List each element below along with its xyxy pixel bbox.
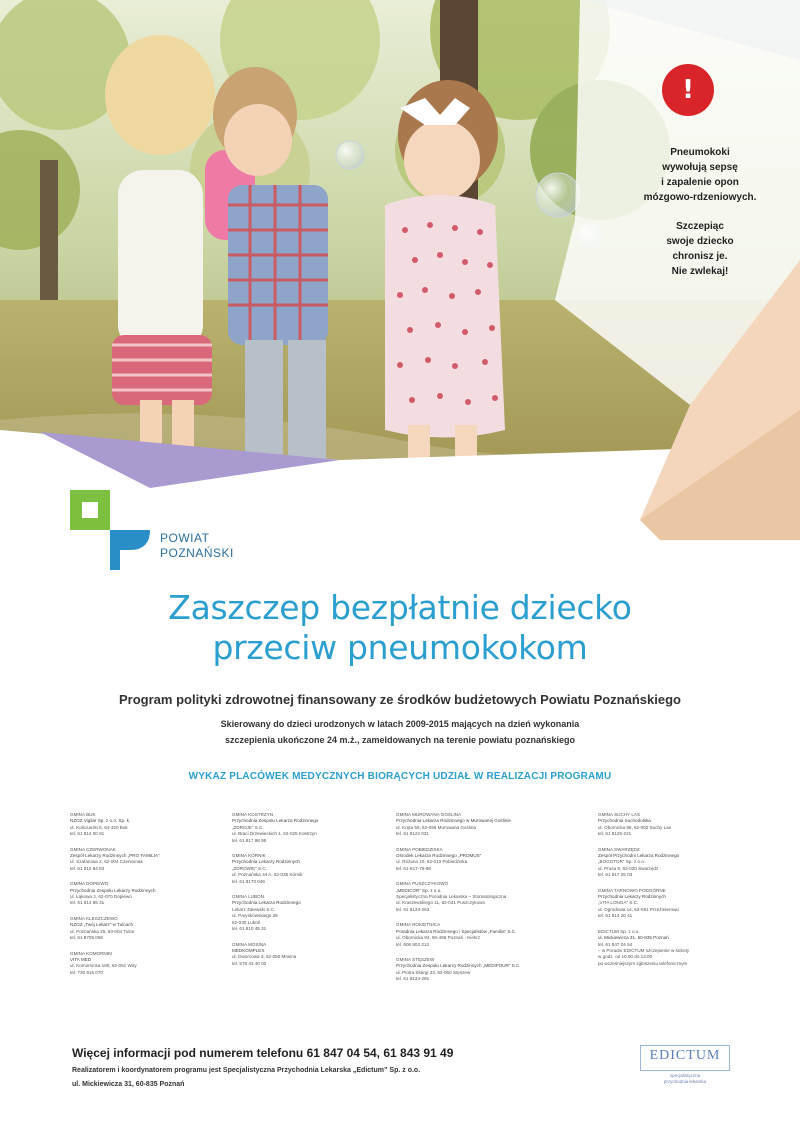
logo-line: POWIAT bbox=[160, 531, 210, 545]
facility-addr2: „BOGOTOR” Sp. z o.o. bbox=[598, 859, 646, 865]
facility-tel: tel. 61 8134-281 bbox=[396, 976, 430, 982]
facility-gmina: GMINA BUK bbox=[70, 812, 96, 817]
alert-line: i zapalenie opon bbox=[661, 177, 739, 188]
facility-entry bbox=[232, 812, 402, 844]
headline-line: przeciw pneumokokom bbox=[212, 628, 588, 667]
bubble bbox=[336, 141, 364, 169]
edictum-logo-tagline bbox=[642, 1073, 728, 1084]
facility-column bbox=[396, 812, 566, 992]
facility-tel: tel. 61 814 85 31 bbox=[70, 900, 105, 906]
facility-gmina: GMINA MOSINA bbox=[232, 941, 267, 947]
facility-entry bbox=[70, 951, 240, 977]
target-group-text bbox=[0, 716, 800, 748]
alert-line: chronisz je. bbox=[672, 251, 728, 262]
facility-tel: tel. 61 8125-221 bbox=[598, 831, 632, 837]
facility-name: ul. Mickiewicza 31, 60-835 Poznań bbox=[598, 935, 669, 941]
facility-addr: ul. Paryskowskiego 28 bbox=[232, 913, 278, 919]
alert-line: Nie zwlekaj! bbox=[671, 266, 729, 277]
alert-line: Szczepiąc bbox=[676, 221, 724, 232]
alert-message bbox=[615, 145, 785, 293]
logo-text bbox=[160, 531, 234, 561]
facility-gmina: GMINA ROKIETNICA bbox=[396, 922, 441, 928]
facility-tel: tel. 61 8122 031 bbox=[396, 831, 429, 837]
facility-addr: ul. Kraszewskiego 11, 62-041 Puszczykowo bbox=[396, 900, 486, 906]
facility-tel: tel. 61 814 00 81 bbox=[70, 831, 105, 837]
edictum-logo-name: EDICTUM bbox=[649, 1048, 721, 1063]
facility-entry bbox=[396, 812, 566, 838]
facility-name: Zespół Lekarzy Rodzinnych „PRO FAMILIA” bbox=[70, 853, 160, 859]
bubble bbox=[536, 173, 580, 217]
facility-addr: ul. Komornicka 180, 62-051 Wiry bbox=[70, 963, 137, 969]
facility-addr2: tel. 61 847 04 54 bbox=[598, 941, 633, 947]
facility-entry bbox=[396, 847, 566, 873]
facility-addr2: Specjalistyczna Poradnia Lekarska – Stomatologiczna bbox=[396, 894, 507, 900]
child-right bbox=[385, 80, 505, 490]
facility-addr: ul. Obornicka 84, 60-466 Poznań - Kiekrz bbox=[396, 935, 481, 941]
facility-column bbox=[598, 812, 768, 976]
facility-addr2: „ZDROWIE” S.C. bbox=[232, 865, 267, 871]
facility-tel: tel. 61 8133-263 bbox=[396, 906, 430, 912]
facility-gmina: EDICTUM Sp. z o.o. bbox=[598, 928, 640, 934]
facility-list-title: WYKAZ PLACÓWEK MEDYCZNYCH BIORĄCYCH UDZIAŁ W REALIZACJI PROGRAMU bbox=[188, 771, 612, 782]
facility-name: NZOZ „Twój Lekarz” w Tulcach bbox=[70, 922, 134, 928]
facility-name: Przychodnia Zespołu Lekarza Rodzinnego bbox=[232, 818, 319, 824]
coordinator-address: ul. Mickiewicza 31, 60-835 Poznań bbox=[72, 1081, 185, 1088]
facility-entry bbox=[598, 847, 768, 879]
facility-entry bbox=[232, 942, 402, 968]
facility-gmina: GMINA SUCHY LAS bbox=[598, 812, 641, 817]
facility-gmina: GMINA MUROWANA GOŚLINA bbox=[396, 812, 462, 817]
facility-name: Ośrodek Lekarza Rodzinnego „PROMUS” bbox=[396, 853, 482, 859]
facility-addr: ul. Dworcowa 3, 62-050 Mosina bbox=[232, 954, 297, 960]
more-info-phone: Więcej informacji pod numerem telefonu 61 847 04 54, 61 843 91 49 bbox=[72, 1046, 454, 1060]
facility-name: Przychodnia Lekarza Rodzinnego w Murowanej Goślinie bbox=[396, 818, 511, 824]
facility-addr: – w Poradni EDICTUM szczepienie w soboty bbox=[598, 947, 690, 953]
facility-tel: 62-030 Luboń bbox=[232, 919, 261, 925]
facility-gmina: GMINA KOMORNIKI bbox=[70, 950, 113, 956]
facility-entry bbox=[70, 881, 240, 907]
coordinator-text: Realizatorem i koordynatorem programu jest Specjalistyczna Przychodnia Lekarska „Edictum” Sp. z o.o. bbox=[72, 1067, 421, 1074]
facility-gmina: GMINA KLESZCZEWO bbox=[70, 915, 118, 921]
facility-addr: ul. Poznańska 25, 63-004 Tulce bbox=[70, 928, 135, 934]
facility-addr: ul. Poznańska 34 A, 62-035 Kórnik bbox=[232, 872, 303, 878]
facility-entry bbox=[396, 957, 566, 983]
facility-addr: ul. Braci Drzewieckich 1, 62-025 Kostrzyn bbox=[232, 831, 317, 837]
facility-gmina: GMINA SWARZĘDZ bbox=[598, 846, 640, 852]
logo-blue-shape bbox=[110, 530, 150, 570]
facility-name: Przychodnia Lekarzy Rodzinnych bbox=[598, 894, 666, 900]
facility-tel: tel. 606 803 313 bbox=[396, 941, 429, 947]
facility-addr: ul. Kościuszki 5, 64-320 Buk bbox=[70, 824, 128, 830]
facility-tel2: tel. 61 810 46 31 bbox=[232, 926, 267, 932]
facility-name: Poradnia Lekarza Rodzinnego i Specjalistów „Familia” S.C. bbox=[396, 928, 517, 934]
exclamation-icon: ! bbox=[662, 64, 714, 116]
facility-name: Przychodnia Lekarza Rodzinnego bbox=[232, 900, 301, 906]
facility-tel2: po wcześniejszym zgłoszeniu telefonicznym bbox=[598, 960, 688, 966]
target-line: szczepienia ukończone 24 m.ż., zameldowanych na terenie powiatu poznańskiego bbox=[224, 735, 576, 745]
headline-line: Zaszczep bezpłatnie dziecko bbox=[168, 588, 632, 627]
facility-addr2: „VITA LONGA” S.C. bbox=[598, 900, 639, 906]
facility-gmina: GMINA KÓRNIK bbox=[232, 853, 266, 859]
facility-tel: tel. 730 915 070 bbox=[70, 969, 103, 975]
facility-addr: ul. Piotra Skargi 23, 62-060 Stęszew bbox=[396, 969, 471, 975]
facility-name: Przychodnia Zespołu Lekarzy Rodzinnych bbox=[70, 887, 156, 893]
alert-line: mózgowo-rdzeniowych. bbox=[643, 192, 757, 203]
logo-line: POZNAŃSKI bbox=[160, 546, 234, 560]
facility-addr: ul. Kręta 58, 62-095 Murowana Goślina bbox=[396, 824, 476, 830]
facility-addr: ul. Ogrodowa 14, 62-081 Przeźmierowo bbox=[598, 906, 679, 912]
facility-entry bbox=[70, 916, 240, 942]
facility-addr: ul. Różana 10, 62-010 Pobiedziska bbox=[396, 859, 468, 865]
facility-tel: tel. 578 43 40 00 bbox=[232, 960, 267, 966]
facility-tel: tel. 61 817 88 98 bbox=[232, 837, 267, 843]
facility-addr2: Lekarz Zalewski S.C. bbox=[232, 906, 276, 912]
facility-tel: tel. 61 812 84 83 bbox=[70, 865, 105, 871]
facility-gmina: GMINA LUBOŃ bbox=[232, 894, 264, 900]
facility-gmina: GMINA PUSZCZYKOWO bbox=[396, 881, 449, 887]
facility-entry bbox=[70, 847, 240, 873]
headline bbox=[0, 588, 800, 668]
edictum-tagline-line: specjalistyczna bbox=[669, 1073, 701, 1078]
facility-name: Przychodnia Zespołu Lekarzy Rodzinnych „MEDIFOUR” S.C. bbox=[396, 963, 521, 969]
facility-name: Przychodnia Suchodolska bbox=[598, 818, 651, 824]
facility-tel: tel. 61 8170 046 bbox=[232, 878, 265, 884]
facility-gmina: GMINA POBIEDZISKA bbox=[396, 846, 443, 852]
facility-name: VITA MED bbox=[70, 956, 92, 962]
facility-entry bbox=[232, 894, 402, 932]
facility-tel: tel. 61 817 25 03 bbox=[598, 872, 633, 878]
program-subtitle: Program polityki zdrowotnej finansowany ze środków budżetowych Powiatu Poznańskiego bbox=[119, 692, 681, 707]
facility-tel: tel. 61-817-76-66 bbox=[396, 865, 431, 871]
facility-gmina: GMINA STĘSZEW bbox=[396, 956, 435, 962]
facility-tel: tel. 61 814 20 41 bbox=[598, 913, 633, 919]
facility-addr: ul. Obornicka 95, 62-002 Suchy Las bbox=[598, 824, 672, 830]
edictum-tagline-line: przychodnia lekarska bbox=[663, 1078, 707, 1084]
facility-entry bbox=[598, 929, 768, 967]
facility-entry bbox=[232, 853, 402, 885]
facility-column bbox=[70, 812, 240, 985]
alert-line: Pneumokoki bbox=[670, 147, 730, 158]
facility-entry bbox=[598, 812, 768, 838]
facility-addr: ul. Szafarowa 2, 62-004 Czerwonak bbox=[70, 859, 143, 865]
alert-line: swoje dziecko bbox=[666, 236, 734, 247]
edictum-logo bbox=[640, 1045, 730, 1071]
target-line: Skierowany do dzieci urodzonych w latach 2009-2015 mających na dzień wykonania bbox=[220, 719, 580, 729]
facility-tel: tel. 61 8705 066 bbox=[70, 935, 103, 941]
facility-name: Zespół Przychodni Lekarza Rodzinnego bbox=[598, 853, 680, 859]
facility-entry bbox=[396, 922, 566, 948]
facility-addr: ul. Łąkowa 2, 62-070 Dopiewo bbox=[70, 894, 132, 900]
alert-line: wywołują sepsę bbox=[662, 162, 738, 173]
facility-entry bbox=[598, 888, 768, 920]
facility-addr2: „ZDROJE” S.C. bbox=[232, 824, 264, 830]
facility-tel: w godz. od 10.00 do 13.00 bbox=[598, 954, 653, 960]
facility-gmina: GMINA KOSTRZYN bbox=[232, 812, 274, 817]
facility-name: MEDKOMPLEX bbox=[232, 947, 265, 953]
facility-entry bbox=[396, 881, 566, 913]
facility-addr: ul. Prusa 8, 62-020 Swarzędz bbox=[598, 865, 659, 871]
facility-gmina: GMINA TARNOWO PODGÓRNE bbox=[598, 887, 666, 893]
facility-entry bbox=[70, 812, 240, 838]
facility-column bbox=[232, 812, 402, 976]
facility-gmina: GMINA DOPIEWO bbox=[70, 881, 109, 887]
facility-name: Przychodnia Lekarzy Rodzinnych bbox=[232, 859, 300, 865]
facility-name: NZOZ Vigilar Sp. z o.o. Sp. k. bbox=[70, 818, 131, 824]
facility-name: „MEDICOR” Sp. z o.o. bbox=[396, 887, 442, 893]
facility-gmina: GMINA CZERWONAK bbox=[70, 846, 116, 852]
